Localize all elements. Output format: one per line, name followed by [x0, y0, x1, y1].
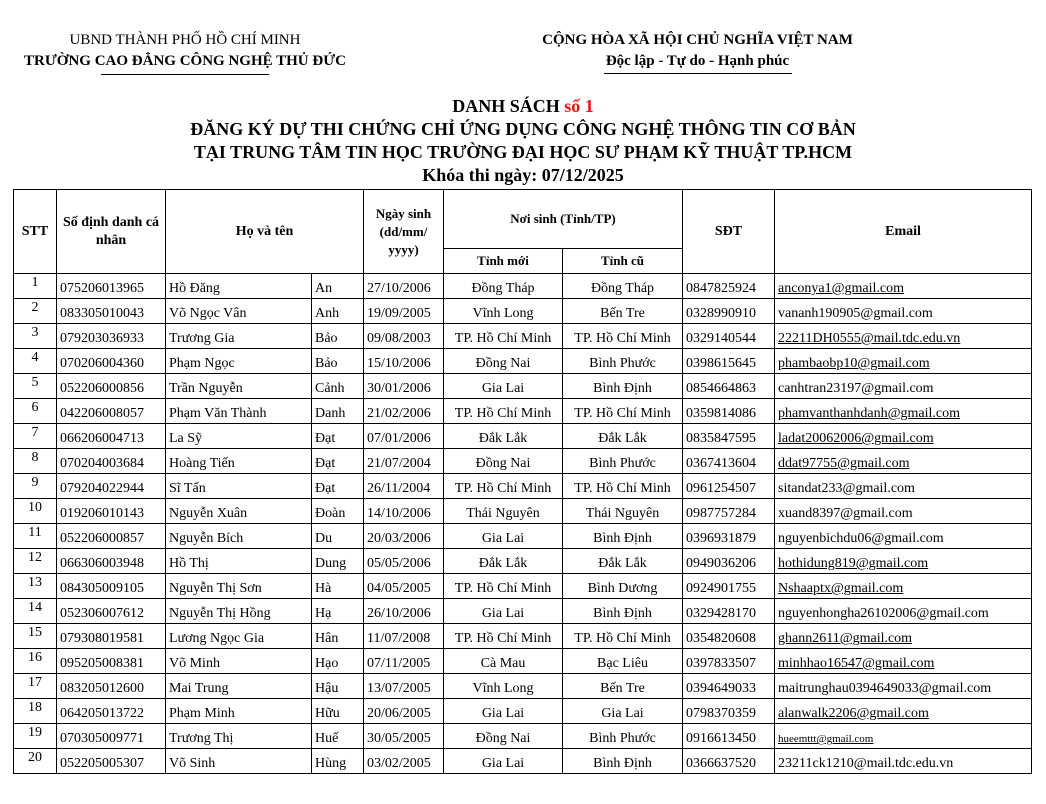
row-last-name: Sĩ Tấn: [166, 474, 312, 499]
table-row: [14, 374, 1032, 399]
title-line-1: [0, 95, 1046, 118]
email-link[interactable]: nguyenhongha26102006@gmail.com: [778, 606, 989, 621]
row-last-name: Trương Gia: [166, 324, 312, 349]
list-number: số 1: [564, 96, 594, 116]
row-stt: 2: [14, 299, 57, 324]
row-first-name: Huế: [312, 724, 364, 749]
row-dob: 09/08/2003: [364, 324, 444, 349]
row-dob: 13/07/2005: [364, 674, 444, 699]
row-first-name: Hữu: [312, 699, 364, 724]
row-phone: 0329428170: [683, 599, 775, 624]
row-new-province: Vĩnh Long: [444, 299, 563, 324]
table-row: [14, 449, 1032, 474]
table-row: [14, 349, 1032, 374]
header-birthplace: Nơi sinh (Tỉnh/TP): [444, 190, 683, 249]
row-email: [775, 699, 1032, 724]
table-header-row: [14, 190, 1032, 249]
row-old-province: Bạc Liêu: [563, 649, 683, 674]
row-old-province: Đắk Lắk: [563, 424, 683, 449]
row-new-province: Gia Lai: [444, 749, 563, 774]
row-new-province: Đồng Nai: [444, 724, 563, 749]
row-dob: 11/07/2008: [364, 624, 444, 649]
table-row: [14, 674, 1032, 699]
email-link[interactable]: maitrunghau0394649033@gmail.com: [778, 681, 992, 696]
nation-line-2: Độc lập - Tự do - Hạnh phúc: [605, 53, 790, 69]
title-line-3: TẠI TRUNG TÂM TIN HỌC TRƯỜNG ĐẠI HỌC SƯ PHẠM KỸ THUẬT TP.HCM: [193, 142, 853, 162]
row-phone: 0394649033: [683, 674, 775, 699]
organization-header: [0, 30, 370, 75]
row-new-province: Gia Lai: [444, 524, 563, 549]
row-id: 079203036933: [57, 324, 166, 349]
row-stt: 11: [14, 524, 57, 549]
table-row: [14, 749, 1032, 774]
row-id: 066206004713: [57, 424, 166, 449]
row-phone: 0847825924: [683, 274, 775, 299]
nation-underline: [604, 73, 792, 74]
row-email: [775, 299, 1032, 324]
row-id: 052205005307: [57, 749, 166, 774]
row-dob: 26/11/2004: [364, 474, 444, 499]
table-row: [14, 274, 1032, 299]
email-link[interactable]: 22211DH0555@mail.tdc.edu.vn: [778, 331, 961, 346]
row-phone: 0987757284: [683, 499, 775, 524]
row-new-province: Thái Nguyên: [444, 499, 563, 524]
row-first-name: Hạ: [312, 599, 364, 624]
row-id: 052206000856: [57, 374, 166, 399]
row-phone: 0396931879: [683, 524, 775, 549]
row-id: 064205013722: [57, 699, 166, 724]
row-new-province: TP. Hồ Chí Minh: [444, 399, 563, 424]
row-stt: 17: [14, 674, 57, 699]
email-link[interactable]: alanwalk2206@gmail.com: [778, 706, 929, 721]
row-first-name: Danh: [312, 399, 364, 424]
row-old-province: Bình Dương: [563, 574, 683, 599]
row-dob: 30/01/2006: [364, 374, 444, 399]
row-stt: 14: [14, 599, 57, 624]
row-dob: 14/10/2006: [364, 499, 444, 524]
row-id: 095205008381: [57, 649, 166, 674]
email-link[interactable]: sitandat233@gmail.com: [778, 481, 915, 496]
row-phone: 0835847595: [683, 424, 775, 449]
row-id: 070206004360: [57, 349, 166, 374]
row-old-province: Bình Định: [563, 749, 683, 774]
row-first-name: An: [312, 274, 364, 299]
row-dob: 20/03/2006: [364, 524, 444, 549]
row-last-name: Nguyễn Bích: [166, 524, 312, 549]
row-dob: 27/10/2006: [364, 274, 444, 299]
email-link[interactable]: 23211ck1210@mail.tdc.edu.vn: [778, 756, 954, 771]
row-email: [775, 449, 1032, 474]
row-email: [775, 549, 1032, 574]
row-dob: 04/05/2005: [364, 574, 444, 599]
row-old-province: TP. Hồ Chí Minh: [563, 624, 683, 649]
row-new-province: Đồng Nai: [444, 349, 563, 374]
email-link[interactable]: hueemttt@gmail.com: [778, 733, 874, 745]
row-dob: 19/09/2005: [364, 299, 444, 324]
row-old-province: Bình Định: [563, 599, 683, 624]
email-link[interactable]: vananh190905@gmail.com: [778, 306, 933, 321]
row-phone: 0359814086: [683, 399, 775, 424]
row-dob: 21/02/2006: [364, 399, 444, 424]
row-phone: 0949036206: [683, 549, 775, 574]
nation-header: [470, 30, 925, 74]
email-link[interactable]: ddat97755@gmail.com: [778, 456, 910, 471]
row-last-name: Phạm Ngọc: [166, 349, 312, 374]
row-stt: 15: [14, 624, 57, 649]
org-line-2: TRƯỜNG CAO ĐẲNG CÔNG NGHỆ THỦ ĐỨC: [24, 53, 346, 69]
row-dob: 07/01/2006: [364, 424, 444, 449]
row-old-province: Bình Phước: [563, 449, 683, 474]
row-email: [775, 574, 1032, 599]
row-first-name: Bảo: [312, 324, 364, 349]
row-new-province: Gia Lai: [444, 699, 563, 724]
org-underline: [101, 74, 269, 75]
row-phone: 0798370359: [683, 699, 775, 724]
row-phone: 0916613450: [683, 724, 775, 749]
row-id: 084305009105: [57, 574, 166, 599]
email-link[interactable]: canhtran23197@gmail.com: [778, 381, 934, 396]
row-old-province: Đắk Lắk: [563, 549, 683, 574]
header-name: Họ và tên: [166, 190, 364, 274]
row-stt: 16: [14, 649, 57, 674]
row-last-name: Võ Sinh: [166, 749, 312, 774]
row-phone: 0328990910: [683, 299, 775, 324]
row-dob: 03/02/2005: [364, 749, 444, 774]
header-phone: SĐT: [683, 190, 775, 274]
row-phone: 0329140544: [683, 324, 775, 349]
row-phone: 0367413604: [683, 449, 775, 474]
row-stt: 9: [14, 474, 57, 499]
row-first-name: Hùng: [312, 749, 364, 774]
list-label: DANH SÁCH: [452, 96, 560, 116]
row-email: [775, 374, 1032, 399]
row-first-name: Hạo: [312, 649, 364, 674]
table-row: [14, 474, 1032, 499]
email-link[interactable]: xuand8397@gmail.com: [778, 506, 913, 521]
row-new-province: Cà Mau: [444, 649, 563, 674]
row-first-name: Đoàn: [312, 499, 364, 524]
row-old-province: Đồng Tháp: [563, 274, 683, 299]
row-old-province: Bến Tre: [563, 299, 683, 324]
header-id: Số định danh cá nhân: [57, 190, 166, 274]
row-last-name: Hoàng Tiến: [166, 449, 312, 474]
table-row: [14, 324, 1032, 349]
email-link[interactable]: ghann2611@gmail.com: [778, 631, 913, 646]
row-stt: 3: [14, 324, 57, 349]
row-email: [775, 649, 1032, 674]
row-last-name: Trần Nguyễn: [166, 374, 312, 399]
table-row: [14, 699, 1032, 724]
row-first-name: Cảnh: [312, 374, 364, 399]
registration-table: [13, 189, 1032, 774]
row-old-province: Bình Phước: [563, 349, 683, 374]
title-line-2: ĐĂNG KÝ DỰ THI CHỨNG CHỈ ỨNG DỤNG CÔNG NGHỆ THÔNG TIN CƠ BẢN: [190, 119, 856, 139]
row-first-name: Đạt: [312, 474, 364, 499]
row-old-province: TP. Hồ Chí Minh: [563, 474, 683, 499]
row-email: [775, 524, 1032, 549]
email-link[interactable]: Nshaaptx@gmail.com: [778, 581, 904, 596]
row-stt: 13: [14, 574, 57, 599]
row-last-name: Nguyễn Thị Hồng: [166, 599, 312, 624]
row-first-name: Hậu: [312, 674, 364, 699]
row-last-name: Lương Ngọc Gia: [166, 624, 312, 649]
header-stt: STT: [14, 190, 57, 274]
table-row: [14, 649, 1032, 674]
row-stt: 7: [14, 424, 57, 449]
row-email: [775, 624, 1032, 649]
row-last-name: Phạm Minh: [166, 699, 312, 724]
row-new-province: Gia Lai: [444, 374, 563, 399]
row-old-province: Bình Phước: [563, 724, 683, 749]
row-last-name: Nguyễn Thị Sơn: [166, 574, 312, 599]
email-link[interactable]: minhhao16547@gmail.com: [778, 656, 935, 671]
row-dob: 15/10/2006: [364, 349, 444, 374]
table-row: [14, 299, 1032, 324]
email-link[interactable]: phambaobp10@gmail.com: [778, 356, 930, 371]
row-email: [775, 599, 1032, 624]
row-stt: 8: [14, 449, 57, 474]
row-dob: 07/11/2005: [364, 649, 444, 674]
row-stt: 10: [14, 499, 57, 524]
row-id: 079308019581: [57, 624, 166, 649]
row-old-province: Bình Định: [563, 374, 683, 399]
table-row: [14, 524, 1032, 549]
row-email: [775, 499, 1032, 524]
row-email: [775, 474, 1032, 499]
header-old-province: Tỉnh cũ: [563, 249, 683, 274]
exam-date: Khóa thi ngày: 07/12/2025: [422, 165, 624, 185]
table-row: [14, 499, 1032, 524]
row-id: 052206000857: [57, 524, 166, 549]
row-first-name: Anh: [312, 299, 364, 324]
row-dob: 20/06/2005: [364, 699, 444, 724]
row-first-name: Bảo: [312, 349, 364, 374]
row-dob: 30/05/2005: [364, 724, 444, 749]
row-email: [775, 424, 1032, 449]
row-id: 052306007612: [57, 599, 166, 624]
row-new-province: TP. Hồ Chí Minh: [444, 624, 563, 649]
row-old-province: Bình Định: [563, 524, 683, 549]
row-stt: 19: [14, 724, 57, 749]
header-new-province: Tỉnh mới: [444, 249, 563, 274]
table-row: [14, 574, 1032, 599]
row-id: 075206013965: [57, 274, 166, 299]
table-body: [14, 274, 1032, 774]
row-last-name: Nguyễn Xuân: [166, 499, 312, 524]
row-first-name: Đạt: [312, 424, 364, 449]
table-row: [14, 624, 1032, 649]
row-new-province: Gia Lai: [444, 599, 563, 624]
row-new-province: Vĩnh Long: [444, 674, 563, 699]
email-link[interactable]: phamvanthanhdanh@gmail.com: [778, 406, 961, 421]
row-first-name: Du: [312, 524, 364, 549]
row-last-name: Phạm Văn Thành: [166, 399, 312, 424]
row-dob: 26/10/2006: [364, 599, 444, 624]
email-link[interactable]: hothidung819@gmail.com: [778, 556, 929, 571]
row-stt: 4: [14, 349, 57, 374]
email-link[interactable]: ladat20062006@gmail.com: [778, 431, 934, 446]
row-stt: 18: [14, 699, 57, 724]
row-email: [775, 274, 1032, 299]
table-row: [14, 399, 1032, 424]
row-email: [775, 724, 1032, 749]
row-first-name: Dung: [312, 549, 364, 574]
row-last-name: Hồ Thị: [166, 549, 312, 574]
row-phone: 0924901755: [683, 574, 775, 599]
row-phone: 0961254507: [683, 474, 775, 499]
row-email: [775, 399, 1032, 424]
email-link[interactable]: nguyenbichdu06@gmail.com: [778, 531, 944, 546]
row-stt: 12: [14, 549, 57, 574]
row-phone: 0397833507: [683, 649, 775, 674]
org-line-1: UBND THÀNH PHỐ HỒ CHÍ MINH: [69, 32, 301, 48]
row-new-province: Đắk Lắk: [444, 549, 563, 574]
row-new-province: TP. Hồ Chí Minh: [444, 324, 563, 349]
row-stt: 20: [14, 749, 57, 774]
row-first-name: Hà: [312, 574, 364, 599]
row-id: 070305009771: [57, 724, 166, 749]
row-new-province: Đồng Nai: [444, 449, 563, 474]
row-email: [775, 324, 1032, 349]
row-phone: 0354820608: [683, 624, 775, 649]
row-phone: 0366637520: [683, 749, 775, 774]
row-new-province: TP. Hồ Chí Minh: [444, 474, 563, 499]
table-row: [14, 424, 1032, 449]
row-email: [775, 674, 1032, 699]
header-dob: Ngày sinh (dd/mm/ yyyy): [364, 190, 444, 274]
row-new-province: TP. Hồ Chí Minh: [444, 574, 563, 599]
row-email: [775, 749, 1032, 774]
row-email: [775, 349, 1032, 374]
row-id: 066306003948: [57, 549, 166, 574]
row-old-province: Gia Lai: [563, 699, 683, 724]
row-new-province: Đồng Tháp: [444, 274, 563, 299]
row-last-name: Võ Ngọc Vân: [166, 299, 312, 324]
row-stt: 6: [14, 399, 57, 424]
nation-line-1: CỘNG HÒA XÃ HỘI CHỦ NGHĨA VIỆT NAM: [542, 32, 853, 48]
row-phone: 0398615645: [683, 349, 775, 374]
row-last-name: Mai Trung: [166, 674, 312, 699]
header-email: Email: [775, 190, 1032, 274]
row-old-province: TP. Hồ Chí Minh: [563, 324, 683, 349]
table-row: [14, 724, 1032, 749]
email-link[interactable]: anconya1@gmail.com: [778, 281, 905, 296]
row-id: 070204003684: [57, 449, 166, 474]
row-last-name: Võ Minh: [166, 649, 312, 674]
row-first-name: Đạt: [312, 449, 364, 474]
row-stt: 1: [14, 274, 57, 299]
row-id: 079204022944: [57, 474, 166, 499]
row-last-name: La Sỹ: [166, 424, 312, 449]
row-id: 083205012600: [57, 674, 166, 699]
row-dob: 21/07/2004: [364, 449, 444, 474]
row-old-province: Thái Nguyên: [563, 499, 683, 524]
row-last-name: Trương Thị: [166, 724, 312, 749]
row-old-province: TP. Hồ Chí Minh: [563, 399, 683, 424]
row-id: 019206010143: [57, 499, 166, 524]
row-dob: 05/05/2006: [364, 549, 444, 574]
row-phone: 0854664863: [683, 374, 775, 399]
row-first-name: Hân: [312, 624, 364, 649]
row-id: 042206008057: [57, 399, 166, 424]
table-row: [14, 599, 1032, 624]
row-new-province: Đắk Lắk: [444, 424, 563, 449]
row-last-name: Hồ Đăng: [166, 274, 312, 299]
row-old-province: Bến Tre: [563, 674, 683, 699]
row-id: 083305010043: [57, 299, 166, 324]
document-title: [0, 95, 1046, 187]
table-row: [14, 549, 1032, 574]
row-stt: 5: [14, 374, 57, 399]
